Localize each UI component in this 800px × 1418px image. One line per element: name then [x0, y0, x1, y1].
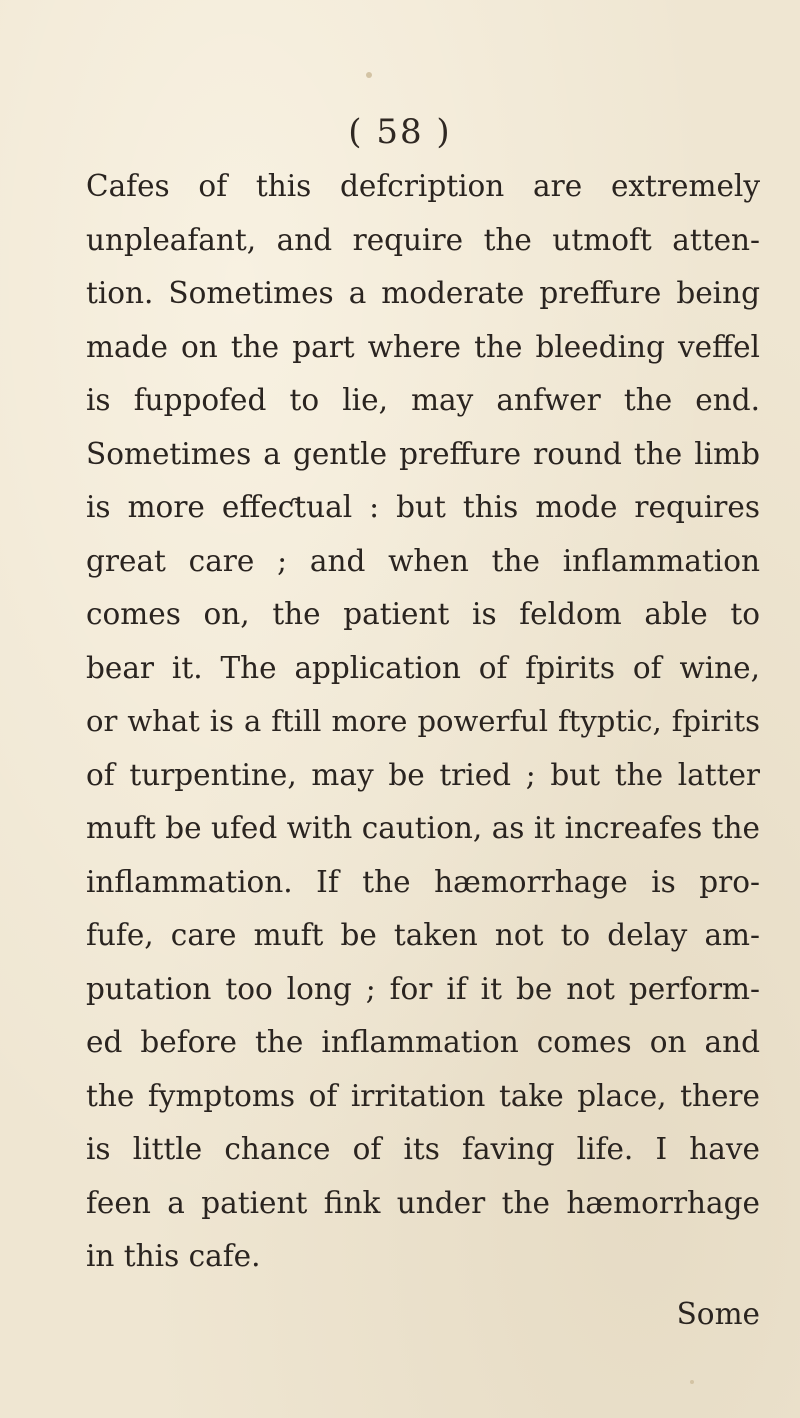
text-line: made on the part where the bleeding veffel: [86, 329, 760, 364]
catchword: Some: [676, 1296, 760, 1331]
body-paragraph: [86, 160, 760, 1341]
text-line: bear it. The application of fpirits of wine,: [86, 650, 760, 685]
text-line: ed before the inflammation comes on and: [86, 1025, 760, 1059]
text-line: is more effeƈtual : but this mode requires: [86, 490, 760, 524]
text-line: feen a patient fink under the hæmorrhage: [86, 1185, 760, 1220]
text-line: of turpentine, may be tried ; but the latter: [86, 757, 760, 792]
text-line: great care ; and when the inflammation: [86, 543, 760, 578]
text-line: in this cafe.: [86, 1239, 261, 1273]
text-line: putation too long ; for if it be not perform-: [86, 971, 760, 1006]
text-line: tion. Sometimes a moderate preffure being: [86, 276, 760, 310]
text-line: muft be ufed with caution, as it increafes the: [86, 811, 760, 845]
text-line: is fuppofed to lie, may anfwer the end.: [86, 383, 760, 417]
text-line: fufe, care muft be taken not to delay am-: [86, 918, 760, 952]
paper-speck: [690, 1380, 694, 1384]
text-line: inflammation. If the hæmorrhage is pro-: [86, 864, 760, 899]
text-line: unpleafant, and require the utmoft atten-: [86, 222, 760, 257]
text-line: Cafes of this defcription are extremely: [86, 169, 760, 203]
text-line: is little chance of its faving life. I have: [86, 1132, 760, 1166]
text-line: the fymptoms of irritation take place, there: [86, 1078, 760, 1113]
text-line: comes on, the patient is feldom able to: [86, 597, 760, 631]
paper-speck: [366, 72, 372, 78]
text-line: Sometimes a gentle preffure round the limb: [86, 436, 760, 471]
text-line: or what is a ftill more powerful ftyptic, fpirits: [86, 704, 760, 738]
page-number-header: ( 58 ): [348, 112, 452, 152]
